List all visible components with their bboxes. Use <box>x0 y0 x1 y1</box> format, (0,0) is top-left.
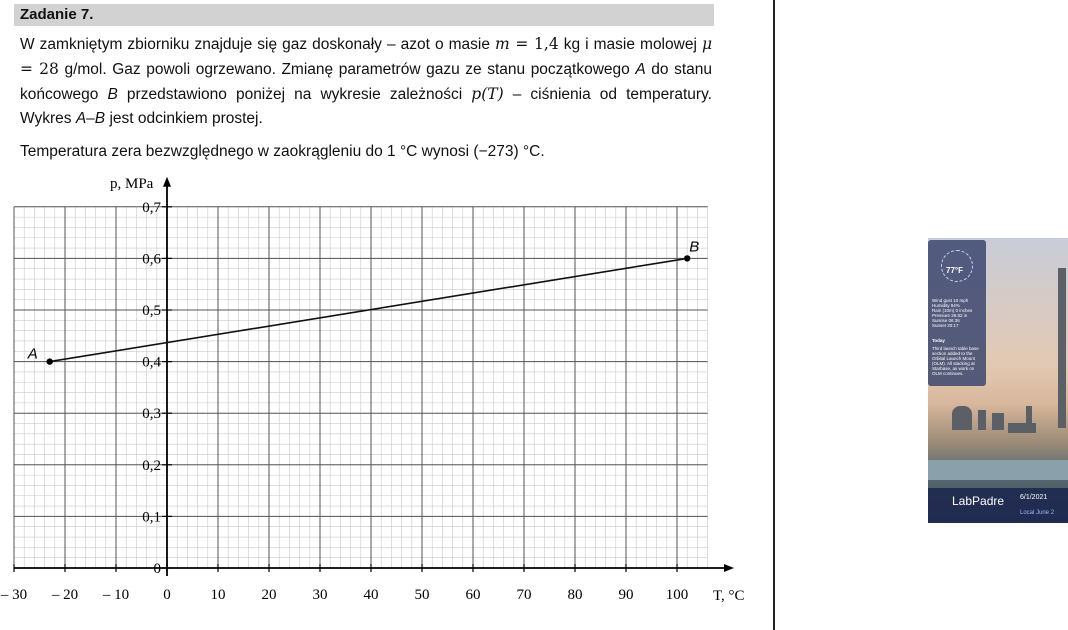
text-span: jest odcinkiem prostej. <box>105 110 263 127</box>
y-axis-arrow-icon <box>163 177 171 187</box>
x-tick-label: 0 <box>163 587 171 603</box>
tank-structure <box>978 410 986 430</box>
x-tick-label: 70 <box>516 587 532 603</box>
today-title: Today <box>932 338 945 343</box>
x-tick-label: 50 <box>414 587 430 603</box>
task-header <box>14 4 714 26</box>
math-symbol: μ <box>701 35 713 53</box>
x-tick-label: 80 <box>567 587 583 603</box>
x-tick-label: 60 <box>465 587 481 603</box>
x-tick-label: – 10 <box>102 587 130 603</box>
weather-line: Sunset 20:17 <box>932 323 959 328</box>
text-span: °C. <box>518 143 545 160</box>
point-label-b: B <box>689 238 700 256</box>
text-span: kg i masie molowej <box>558 36 702 53</box>
x-axis-arrow-icon <box>724 564 734 572</box>
weather-temperature: 77°F <box>946 266 963 275</box>
weather-line: Rain (10m) 0 inches <box>932 308 973 313</box>
x-tick-label: – 30 <box>0 587 28 603</box>
math-value: = 28 <box>20 60 59 78</box>
x-tick-label: – 20 <box>51 587 79 603</box>
y-tick-label: 0,2 <box>142 457 161 474</box>
x-tick-label: 20 <box>261 587 277 603</box>
banner-local: Local June 2 <box>1020 510 1055 516</box>
y-tick-label: 0,3 <box>142 406 161 423</box>
brand-banner <box>928 488 1068 523</box>
banner-date: 6/1/2021 <box>1020 494 1048 501</box>
text-span: Temperatura zera bezwzględnego w zaokrągleniu do 1 °C wynosi <box>20 143 474 160</box>
tank-structure <box>952 406 972 430</box>
italic-label: B <box>107 86 118 103</box>
launch-photo <box>928 238 1068 523</box>
y-tick-label: 0 <box>153 561 161 577</box>
math-symbol: p(T) <box>471 85 504 103</box>
math-value: = 1,4 <box>509 35 559 53</box>
math-symbol: m <box>495 35 510 53</box>
text-span: W zamkniętym zbiorniku znajduje się gaz doskonały – azot o masie <box>20 36 496 53</box>
italic-label: A <box>635 61 646 78</box>
task-paragraph <box>20 32 712 131</box>
italic-label: A–B <box>75 110 106 127</box>
today-text: Third launch table base section added to the Orbital Launch Mount (OLM). All stacking at Starbase, as work on OLM continues. <box>932 346 979 376</box>
tank-structure <box>992 413 1004 430</box>
y-tick-label: 0,1 <box>142 509 161 526</box>
text-span: g/mol. Gaz powoli ogrzewano. Zmianę parametrów gazu ze stanu początkowego <box>58 61 636 78</box>
x-tick-label: 10 <box>210 587 226 603</box>
text-span: – ciśnienia od temperatury. Wykres <box>20 86 712 127</box>
brand-logo: LabPadre <box>952 494 1005 508</box>
x-tick-label: 100 <box>665 587 689 603</box>
launch-tower <box>1058 268 1066 428</box>
weather-line: Wind gust 10 mph <box>932 298 969 303</box>
y-tick-label: 0,4 <box>142 354 161 371</box>
weather-card <box>928 240 986 386</box>
weather-line: Sunrise 06:36 <box>932 318 960 323</box>
weather-line: Humidity 94% <box>932 303 960 308</box>
x-axis-label: T, °C <box>713 588 745 604</box>
weather-line: Pressure 29.82 in <box>932 313 968 318</box>
text-span: przedstawiono poniżej na wykresie zależności <box>117 86 472 103</box>
task-title: Zadanie 7. <box>20 6 94 23</box>
y-tick-label: 0,7 <box>142 199 161 216</box>
x-tick-label: 40 <box>363 587 379 603</box>
y-tick-label: 0,6 <box>142 251 161 268</box>
data-series <box>27 238 700 364</box>
text-span: do stanu końcowego <box>20 61 712 103</box>
point-label-a: A <box>27 345 38 363</box>
y-axis-label: p, MPa <box>110 176 154 192</box>
pressure-temperature-chart <box>0 168 774 630</box>
x-tick-label: 90 <box>618 587 634 603</box>
point-a <box>47 358 53 364</box>
math-value: (−273) <box>473 143 519 160</box>
zero-temperature-note <box>20 140 720 164</box>
water-area <box>928 460 1068 480</box>
tank-structure <box>1026 406 1032 426</box>
minor-grid <box>14 207 708 568</box>
y-tick-label: 0,5 <box>142 303 161 319</box>
page-divider <box>773 0 775 630</box>
point-b <box>684 255 690 261</box>
x-tick-label: 30 <box>312 587 328 603</box>
